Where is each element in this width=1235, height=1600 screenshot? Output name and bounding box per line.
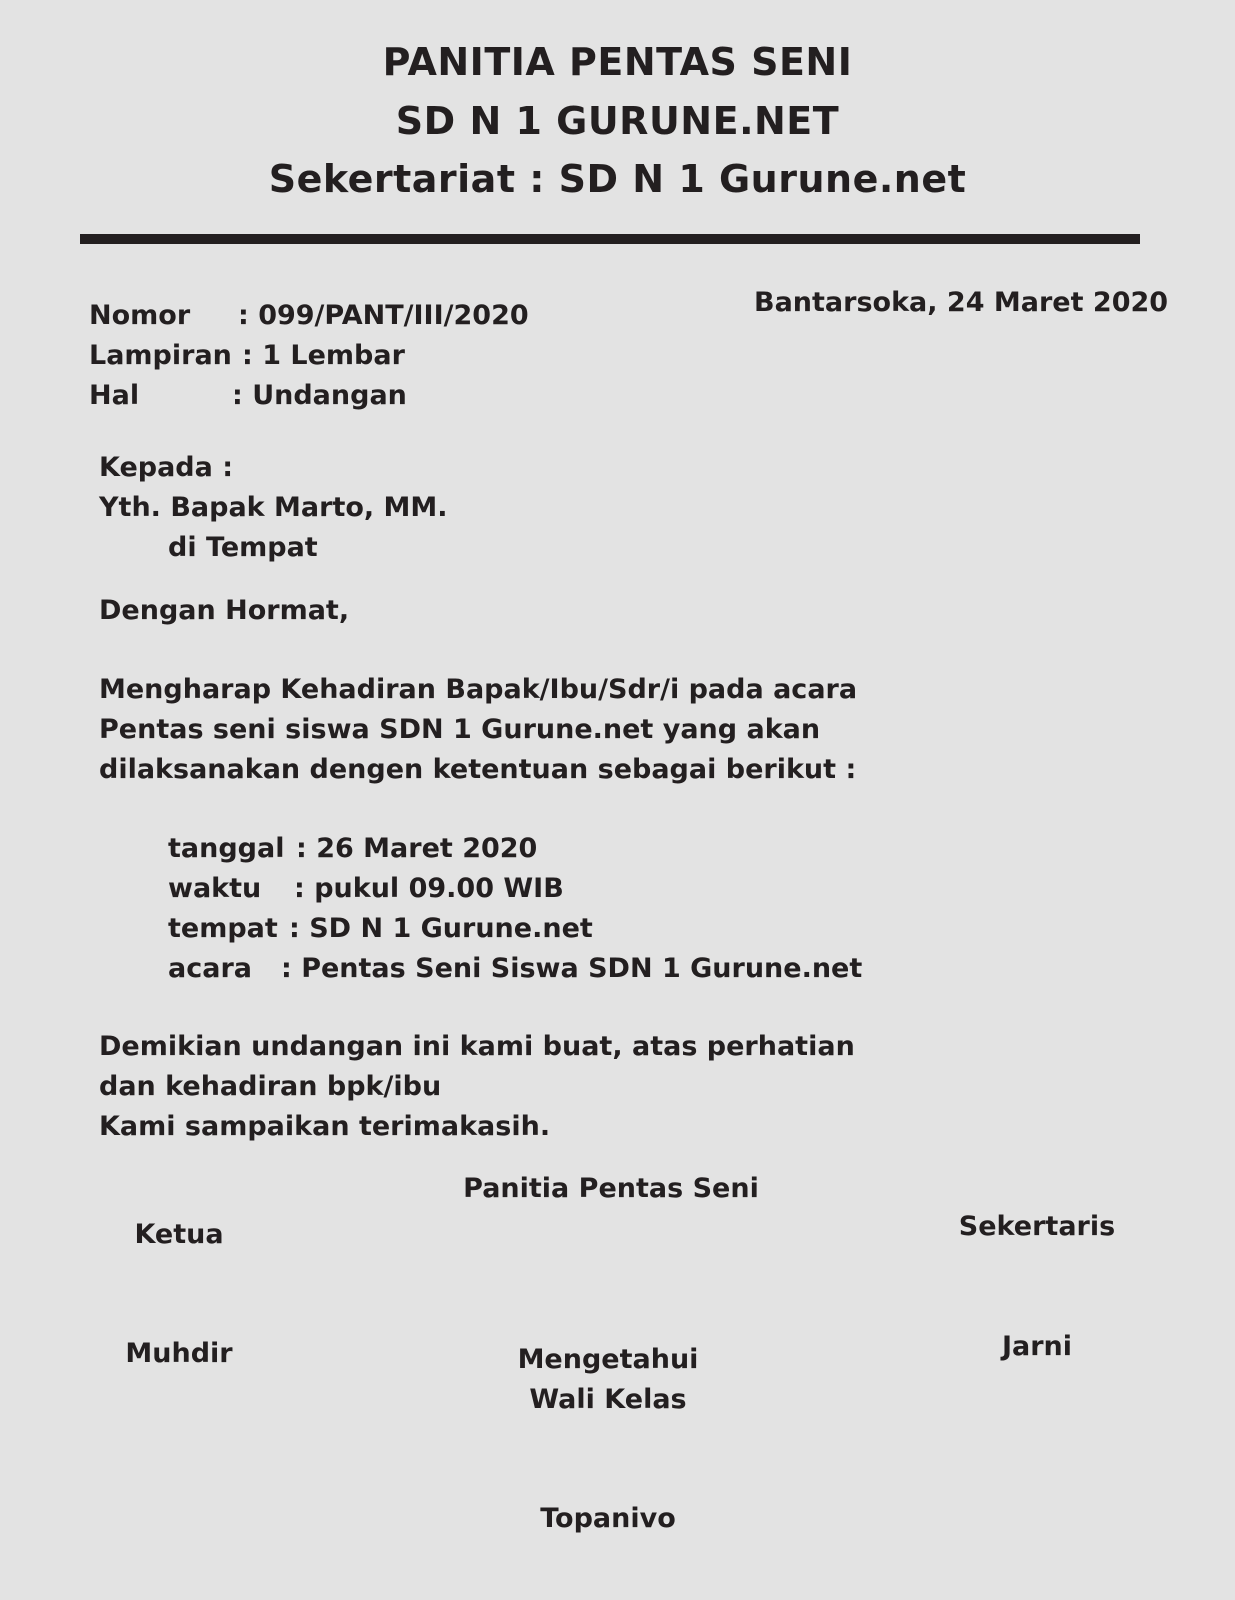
nomor-value: : 099/PANT/III/2020: [238, 300, 529, 331]
wali-kelas-title: Wali Kelas: [529, 1384, 687, 1415]
lampiran-label: Lampiran: [89, 340, 232, 371]
hal-value: : Undangan: [232, 380, 407, 411]
tempat-value: : SD N 1 Gurune.net: [289, 913, 593, 944]
waktu-value: : pukul 09.00 WIB: [294, 873, 564, 904]
header-rule: [80, 234, 1140, 244]
closing-line-2: dan kehadiran bpk/ibu: [99, 1071, 442, 1102]
waktu-label: waktu: [168, 873, 262, 904]
sekertaris-title: Sekertaris: [958, 1211, 1116, 1242]
sekertaris-name: Jarni: [1001, 1331, 1073, 1362]
acara-label: acara: [168, 953, 252, 984]
closing-line-3: Kami sampaikan terimakasih.: [99, 1111, 551, 1142]
committee-title: Panitia Pentas Seni: [463, 1173, 759, 1204]
ketua-title: Ketua: [134, 1219, 224, 1250]
closing-line-1: Demikian undangan ini kami buat, atas perhatian: [99, 1031, 855, 1062]
acara-value: : Pentas Seni Siswa SDN 1 Gurune.net: [281, 953, 863, 984]
header-school: SD N 1 GURUNE.NET: [395, 99, 840, 143]
recipient-name: Yth. Bapak Marto, MM.: [99, 492, 448, 523]
place-date: Bantarsoka, 24 Maret 2020: [754, 287, 1169, 318]
wali-kelas-name: Topanivo: [540, 1503, 676, 1534]
tanggal-label: tanggal: [168, 833, 285, 864]
header-title: PANITIA PENTAS SENI: [382, 40, 853, 84]
tempat-label: tempat: [168, 913, 278, 944]
lampiran-value: : 1 Lembar: [242, 340, 405, 371]
mengetahui-label: Mengetahui: [517, 1344, 699, 1375]
body-line-1: Mengharap Kehadiran Bapak/Ibu/Sdr/i pada acara: [99, 674, 858, 705]
body-line-3: dilaksanakan dengen ketentuan sebagai berikut :: [99, 754, 857, 785]
nomor-label: Nomor: [89, 300, 191, 331]
header-secretariat: Sekertariat : SD N 1 Gurune.net: [268, 157, 967, 201]
recipient-kepada: Kepada :: [99, 452, 234, 483]
ketua-name: Muhdir: [125, 1338, 233, 1369]
body-line-2: Pentas seni siswa SDN 1 Gurune.net yang akan: [99, 714, 821, 745]
greeting: Dengan Hormat,: [99, 595, 350, 626]
hal-label: Hal: [89, 380, 140, 411]
recipient-place: di Tempat: [168, 532, 318, 563]
tanggal-value: : 26 Maret 2020: [296, 833, 538, 864]
